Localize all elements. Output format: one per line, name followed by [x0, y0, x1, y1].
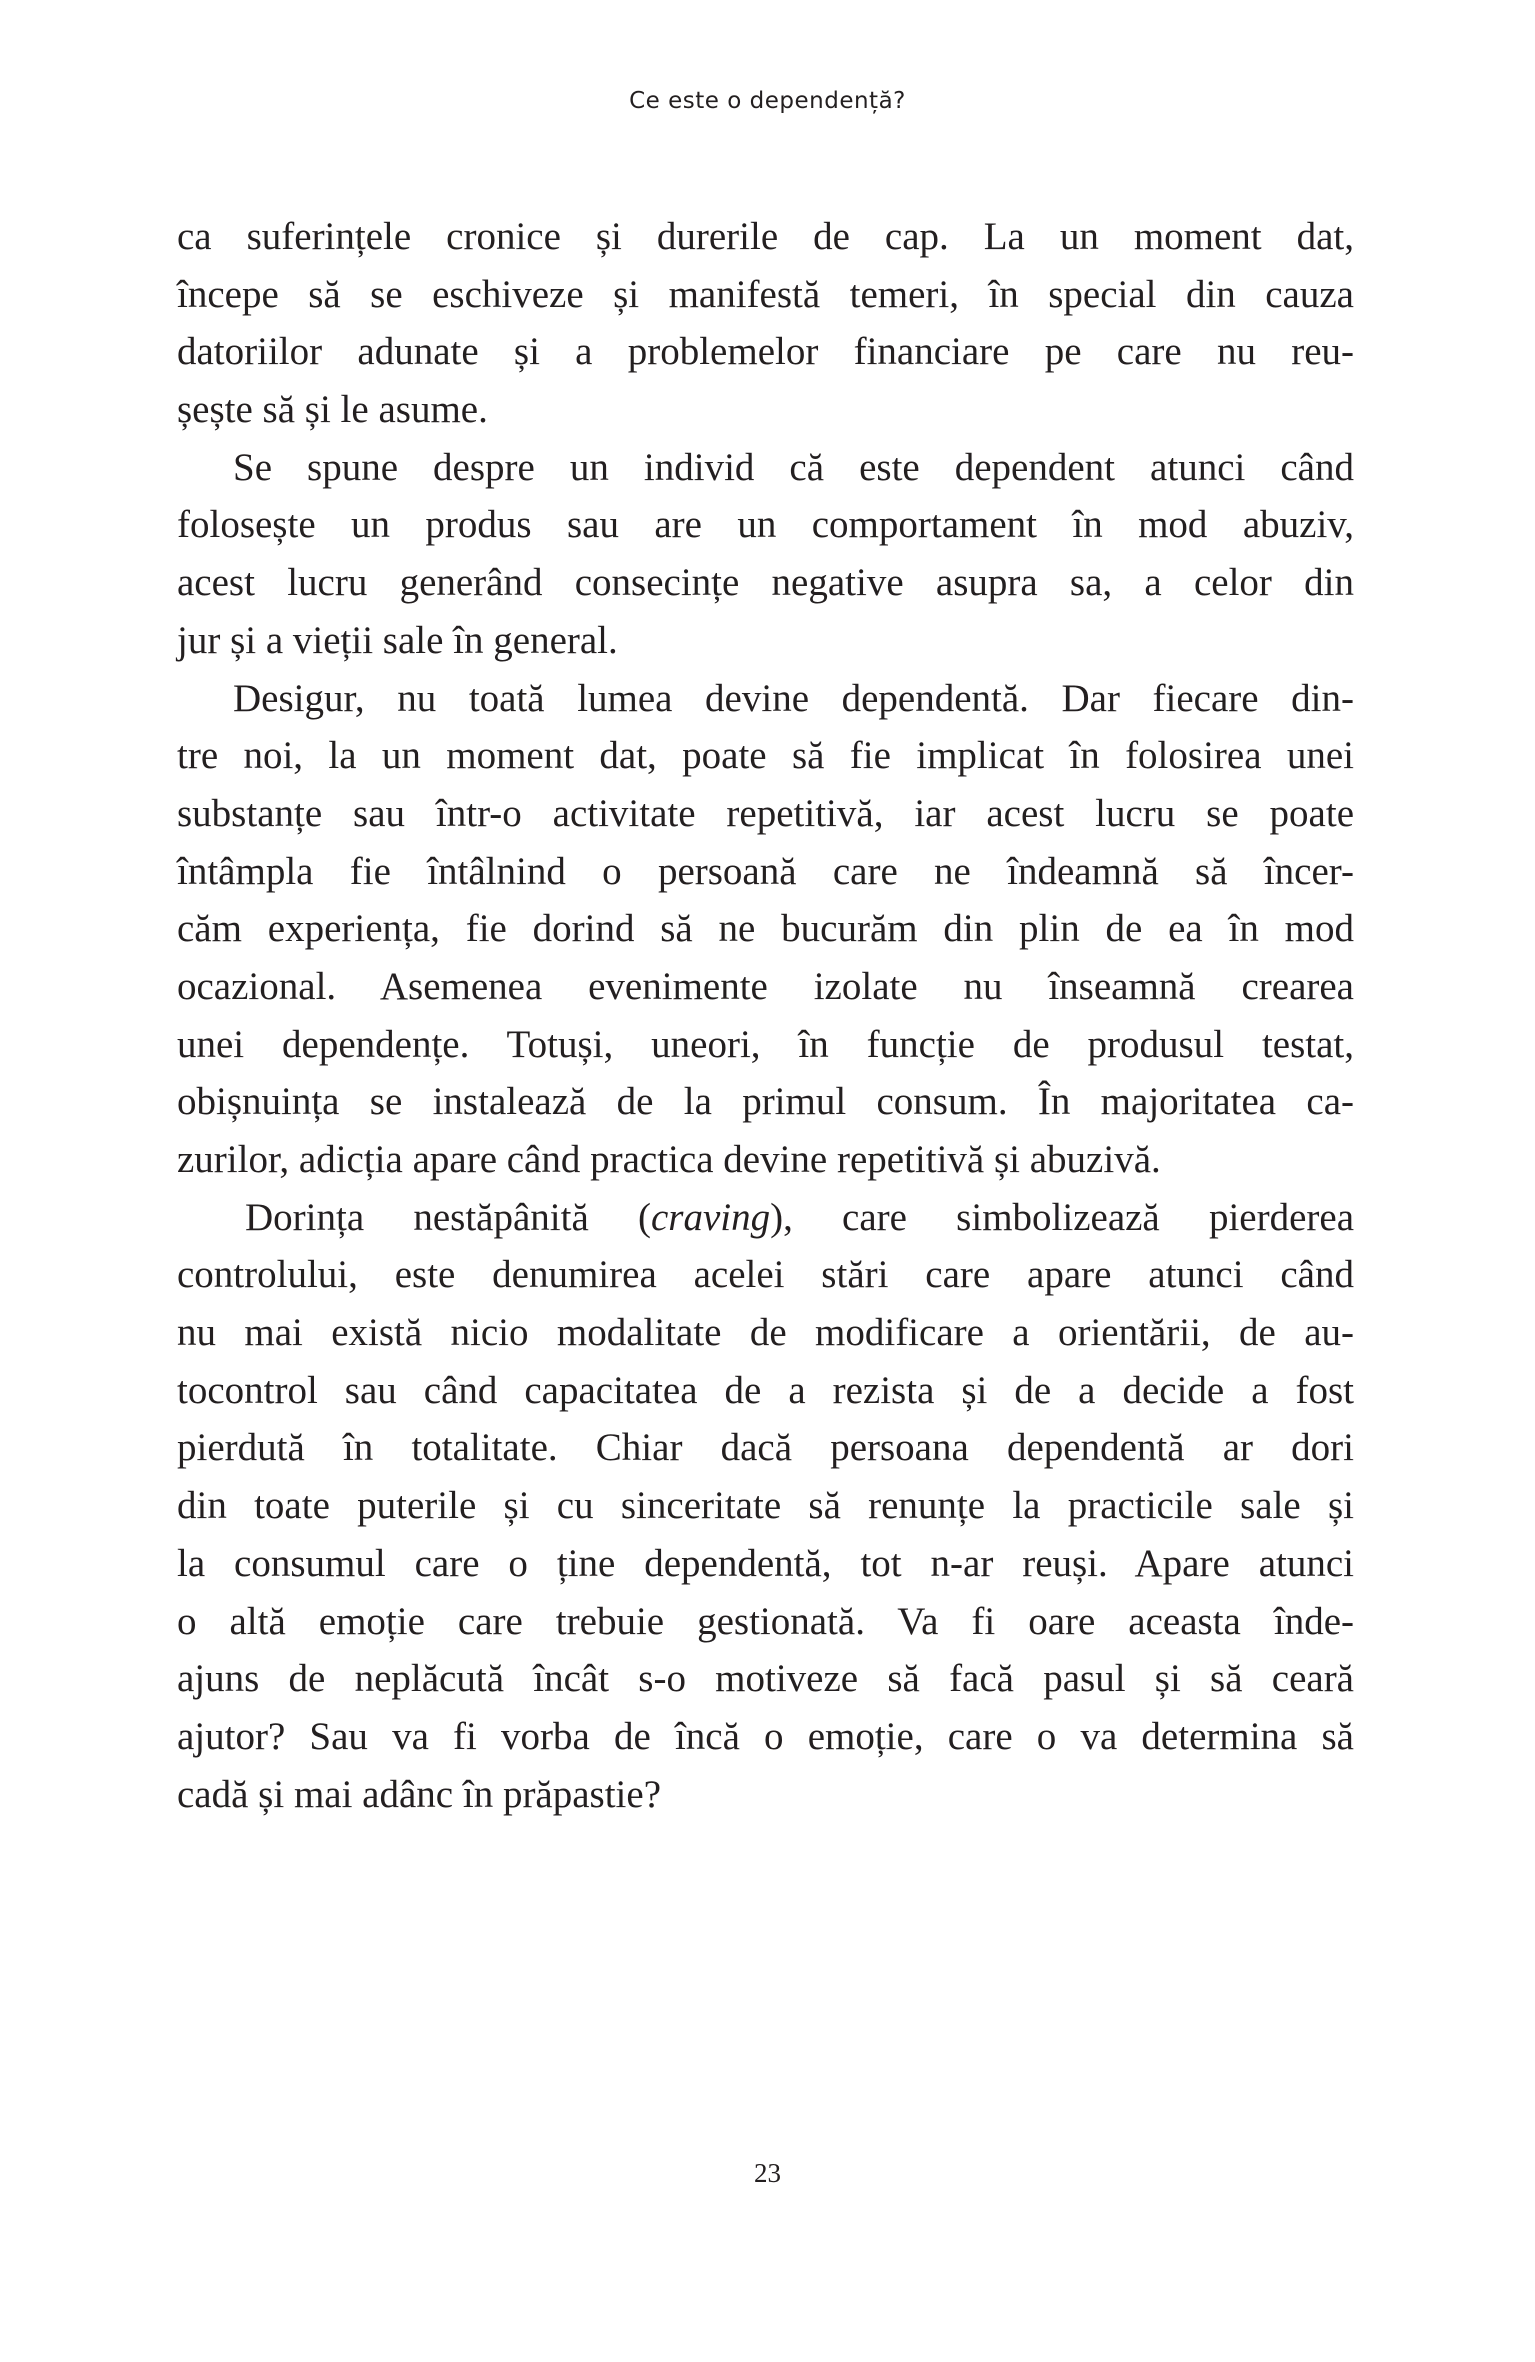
- paragraph: [177, 439, 1354, 670]
- text-line: obișnuința se instalează de la primul consum. În majoritatea ca-: [177, 1080, 1354, 1124]
- text-line: jur și a vieții sale în general.: [177, 618, 618, 662]
- text-line: [177, 1189, 1354, 1247]
- text-line: pierdută în totalitate. Chiar dacă persoana dependentă ar dori: [177, 1426, 1354, 1470]
- text-segment: Dorința nestăpânită (: [245, 1195, 651, 1239]
- text-line: folosește un produs sau are un comportament în mod abuziv,: [177, 503, 1354, 547]
- text-line: ajuns de neplăcută încât s-o motiveze să facă pasul și să ceară: [177, 1657, 1354, 1701]
- text-line: începe să se eschiveze și manifestă temeri, în special din cauza: [177, 272, 1354, 316]
- text-segment: ), care simbolizează pierderea: [770, 1195, 1355, 1239]
- text-line: ocazional. Asemenea evenimente izolate nu înseamnă crearea: [177, 964, 1354, 1008]
- running-header: Ce este o dependență?: [629, 88, 906, 114]
- text-line: cadă și mai adânc în prăpastie?: [177, 1772, 662, 1816]
- text-line: zurilor, adicția apare când practica devine repetitivă și abuzivă.: [177, 1138, 1161, 1181]
- text-line: ajutor? Sau va fi vorba de încă o emoție, care o va determina să: [177, 1714, 1354, 1758]
- page-number: 23: [754, 2158, 781, 2188]
- italic-term: craving: [650, 1195, 771, 1239]
- text-line: nu mai există nicio modalitate de modificare a orientării, de au-: [177, 1311, 1354, 1355]
- text-line: Desigur, nu toată lumea devine dependentă. Dar fiecare din-: [233, 676, 1354, 720]
- text-line: controlului, este denumirea acelei stări care apare atunci când: [177, 1253, 1354, 1297]
- text-line: unei dependențe. Totuși, uneori, în funcție de produsul testat,: [177, 1022, 1354, 1066]
- paragraph-craving: [177, 1189, 1354, 1824]
- text-line: datoriilor adunate și a problemelor financiare pe care nu reu-: [177, 330, 1354, 374]
- paragraphs: [177, 208, 1354, 1189]
- text-line: substanțe sau într-o activitate repetitivă, iar acest lucru se poate: [177, 791, 1354, 835]
- text-line: din toate puterile și cu sinceritate să renunțe la practicile sale și: [177, 1484, 1354, 1528]
- text-line: șește să și le asume.: [177, 388, 488, 432]
- text-line: tocontrol sau când capacitatea de a rezista și de a decide a fost: [177, 1368, 1354, 1412]
- text-line: o altă emoție care trebuie gestionată. Va fi oare aceasta înde-: [177, 1599, 1354, 1643]
- text-line: tre noi, la un moment dat, poate să fie implicat în folosirea unei: [177, 734, 1354, 778]
- paragraph: [177, 670, 1354, 1189]
- text-line: Se spune despre un individ că este dependent atunci când: [233, 445, 1354, 489]
- text-line: căm experiența, fie dorind să ne bucurăm din plin de ea în mod: [177, 907, 1354, 951]
- paragraph: [177, 208, 1354, 439]
- text-line: la consumul care o ține dependentă, tot n-ar reuși. Apare atunci: [177, 1541, 1354, 1585]
- text-line: ca suferințele cronice și durerile de cap. La un moment dat,: [177, 215, 1354, 258]
- text-line: acest lucru generând consecințe negative asupra sa, a celor din: [177, 561, 1354, 605]
- paragraph-lines: [177, 1246, 1354, 1823]
- text-line: întâmpla fie întâlnind o persoană care ne îndeamnă să încer-: [177, 849, 1354, 893]
- body-text: [177, 208, 1354, 1823]
